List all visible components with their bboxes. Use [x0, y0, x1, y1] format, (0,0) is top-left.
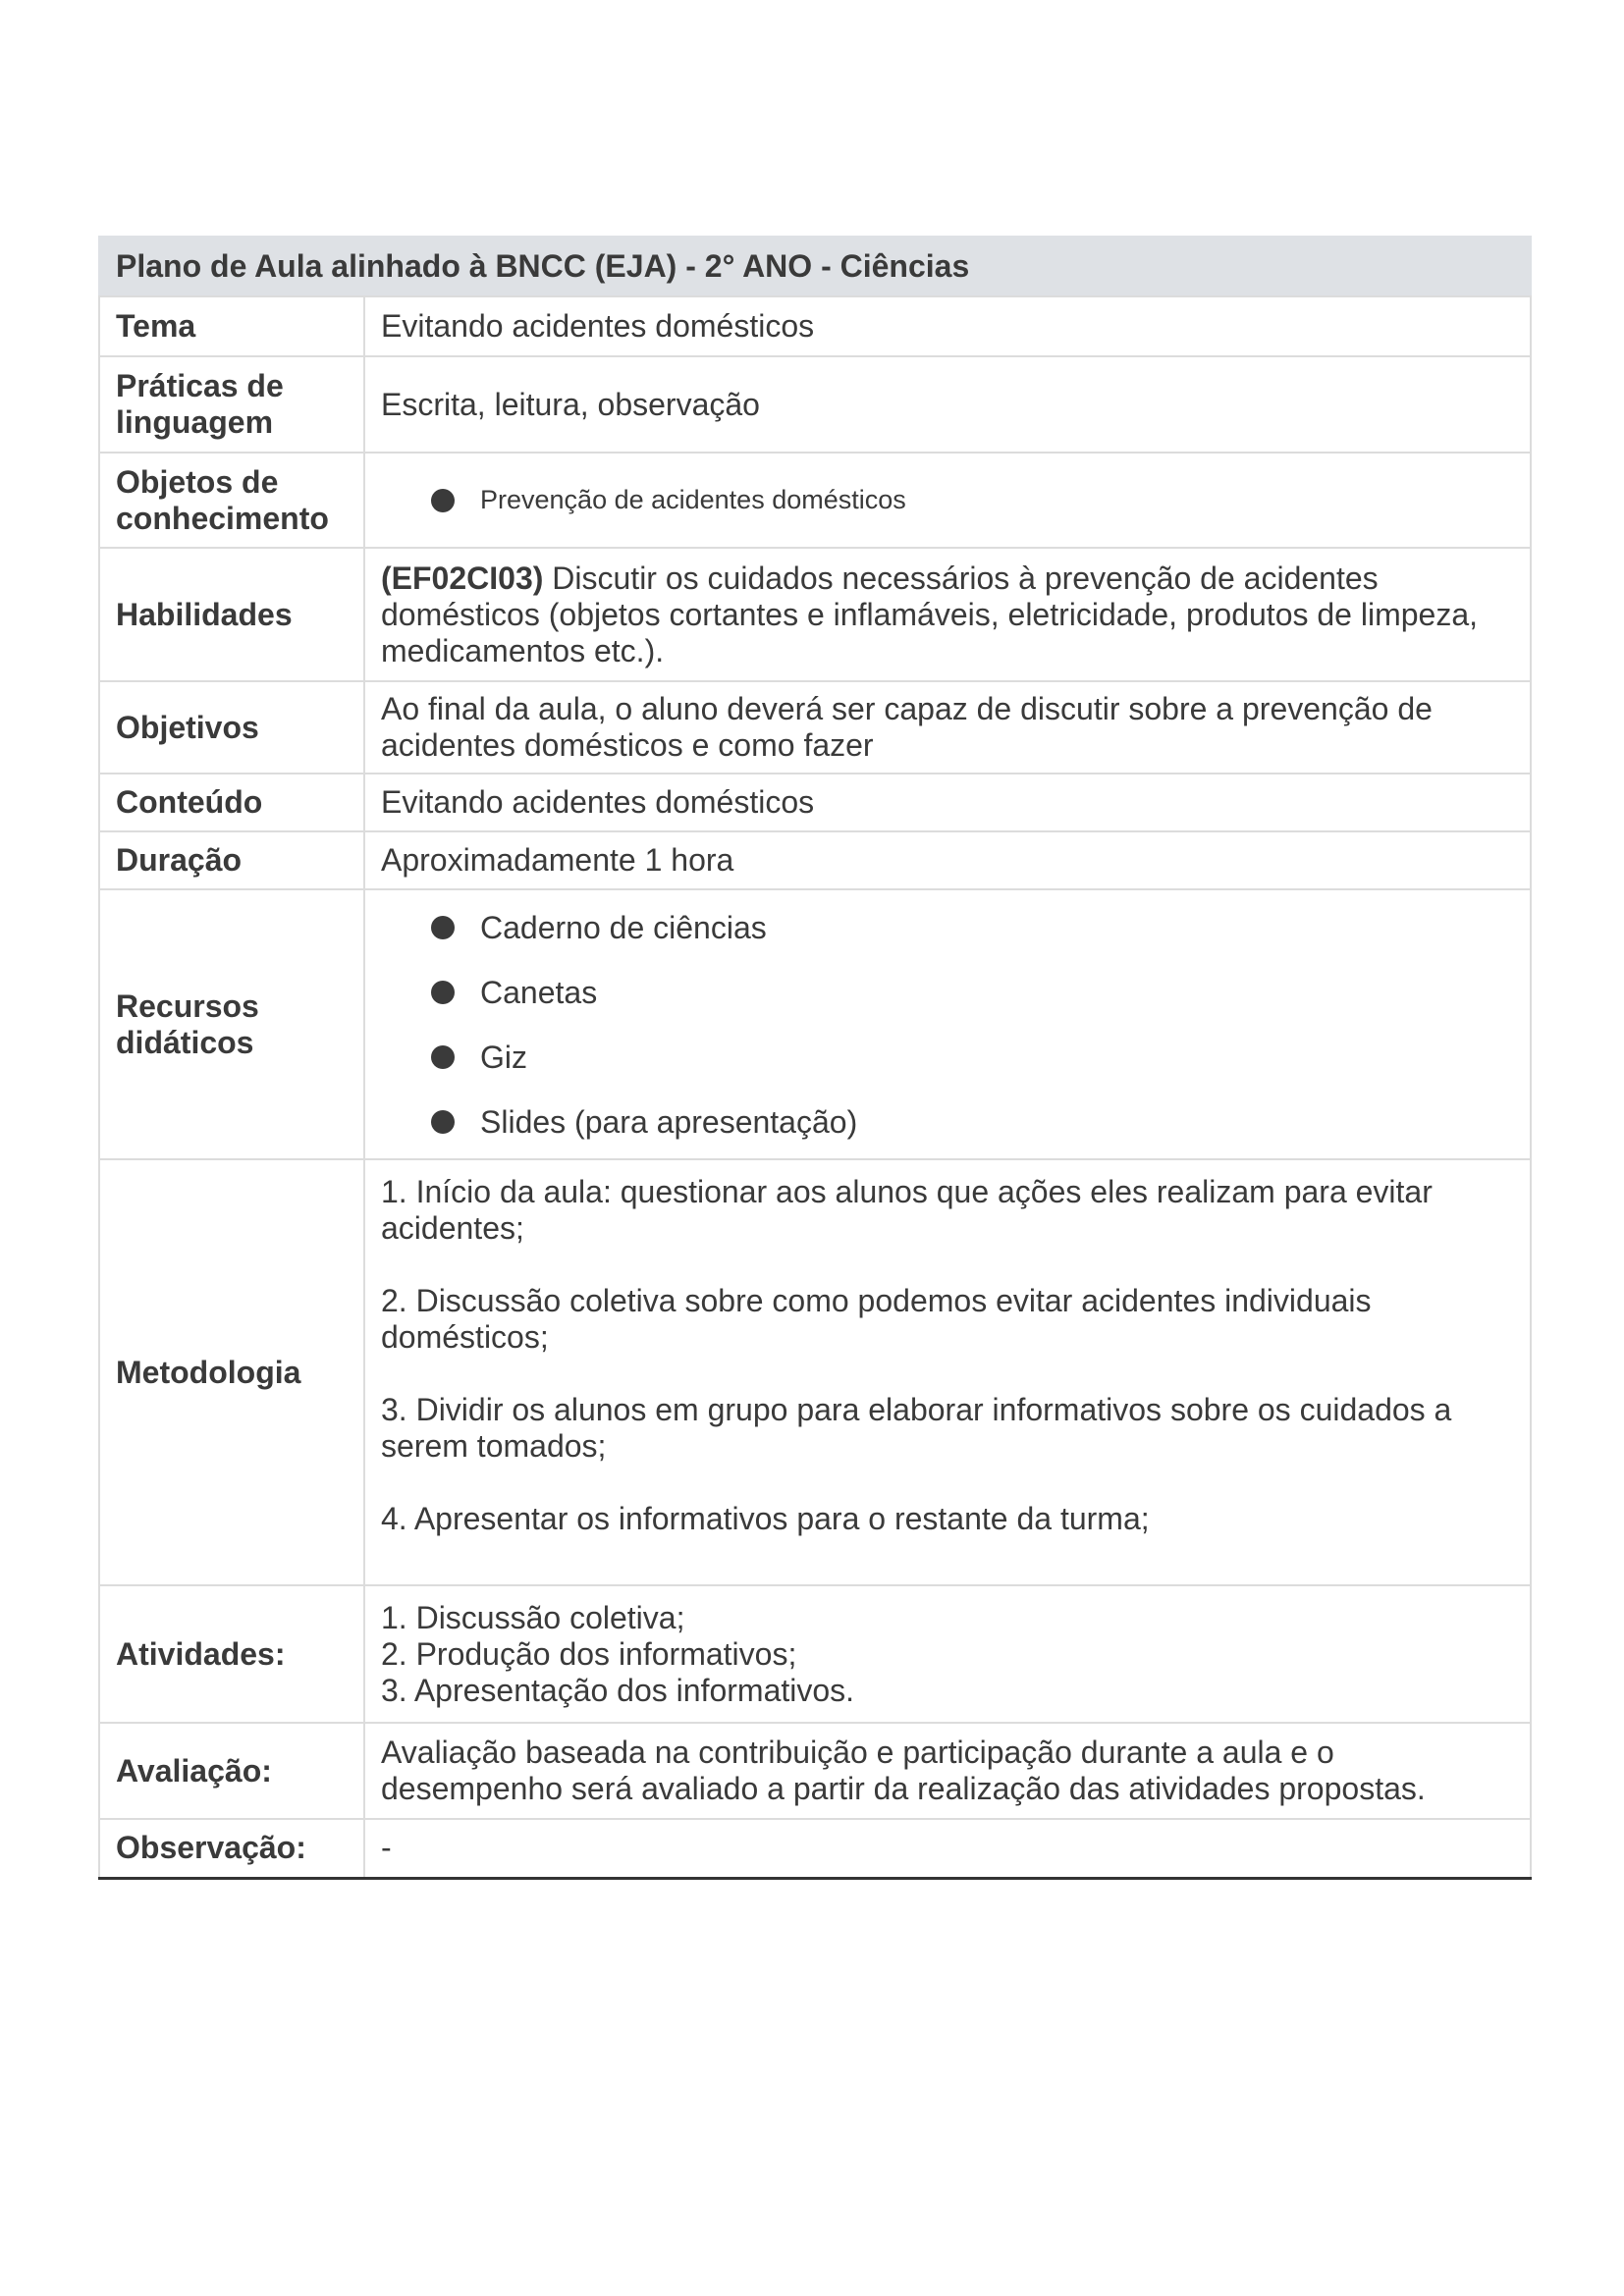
row-label: Conteúdo [99, 774, 364, 831]
row-label: Habilidades [99, 548, 364, 681]
method-step: 1. Início da aula: questionar aos alunos que ações eles realizam para evitar acidentes; [381, 1174, 1433, 1246]
row-label: Avaliação: [99, 1723, 364, 1819]
row-value [364, 453, 1531, 548]
list-item: Giz [431, 1025, 1514, 1090]
list-item: Prevenção de acidentes domésticos [431, 482, 1514, 518]
method-step: 2. Discussão coletiva sobre como podemos evitar acidentes individuais domésticos; [381, 1283, 1372, 1355]
title-row [99, 237, 1531, 296]
row-recursos [99, 889, 1531, 1159]
row-label: Observação: [99, 1819, 364, 1878]
row-label: Objetos de conhecimento [99, 453, 364, 548]
skill-description: Discutir os cuidados necessários à prevenção de acidentes domésticos (objetos cortantes e inflamáveis, eletricidade, produtos de limpeza, medicamentos etc.). [381, 560, 1479, 668]
row-label: Tema [99, 296, 364, 356]
row-duracao [99, 831, 1531, 889]
row-objetivos [99, 681, 1531, 774]
row-label: Objetivos [99, 681, 364, 774]
row-observacao [99, 1819, 1531, 1878]
row-value [364, 1159, 1531, 1585]
bullet-icon [431, 1110, 455, 1134]
lesson-plan-table [98, 236, 1532, 1880]
bullet-icon [431, 981, 455, 1004]
row-conteudo [99, 774, 1531, 831]
row-value: Aproximadamente 1 hora [364, 831, 1531, 889]
row-value [364, 1585, 1531, 1723]
page-title: Plano de Aula alinhado à BNCC (EJA) - 2° ANO - Ciências [99, 237, 1531, 296]
row-value: Avaliação baseada na contribuição e participação durante a aula e o desempenho será avaliado a partir da realização das atividades propostas. [364, 1723, 1531, 1819]
row-value: Evitando acidentes domésticos [364, 296, 1531, 356]
row-label: Recursos didáticos [99, 889, 364, 1159]
bullet-icon [431, 916, 455, 939]
row-praticas [99, 356, 1531, 453]
method-step: 4. Apresentar os informativos para o restante da turma; [381, 1501, 1150, 1536]
row-label: Atividades: [99, 1585, 364, 1723]
list-item: Canetas [431, 960, 1514, 1025]
list-item: Slides (para apresentação) [431, 1090, 1514, 1154]
row-tema [99, 296, 1531, 356]
bullet-icon [431, 489, 455, 512]
row-value: Ao final da aula, o aluno deverá ser capaz de discutir sobre a prevenção de acidentes domésticos e como fazer [364, 681, 1531, 774]
row-value: Escrita, leitura, observação [364, 356, 1531, 453]
row-value: Evitando acidentes domésticos [364, 774, 1531, 831]
activity-item: 1. Discussão coletiva; [381, 1599, 685, 1635]
objetos-list [381, 482, 1514, 518]
row-metodologia [99, 1159, 1531, 1585]
row-label: Metodologia [99, 1159, 364, 1585]
skill-code: (EF02CI03) [381, 560, 544, 596]
row-label: Duração [99, 831, 364, 889]
row-atividades [99, 1585, 1531, 1723]
row-value [364, 889, 1531, 1159]
row-objetos [99, 453, 1531, 548]
recursos-list [381, 895, 1514, 1154]
row-value: - [364, 1819, 1531, 1878]
row-value [364, 548, 1531, 681]
row-avaliacao [99, 1723, 1531, 1819]
bullet-icon [431, 1045, 455, 1069]
activity-item: 3. Apresentação dos informativos. [381, 1672, 855, 1708]
activity-item: 2. Produção dos informativos; [381, 1635, 797, 1672]
row-label: Práticas de linguagem [99, 356, 364, 453]
method-step: 3. Dividir os alunos em grupo para elaborar informativos sobre os cuidados a serem tomados; [381, 1392, 1452, 1464]
row-habilidades [99, 548, 1531, 681]
list-item: Caderno de ciências [431, 895, 1514, 960]
